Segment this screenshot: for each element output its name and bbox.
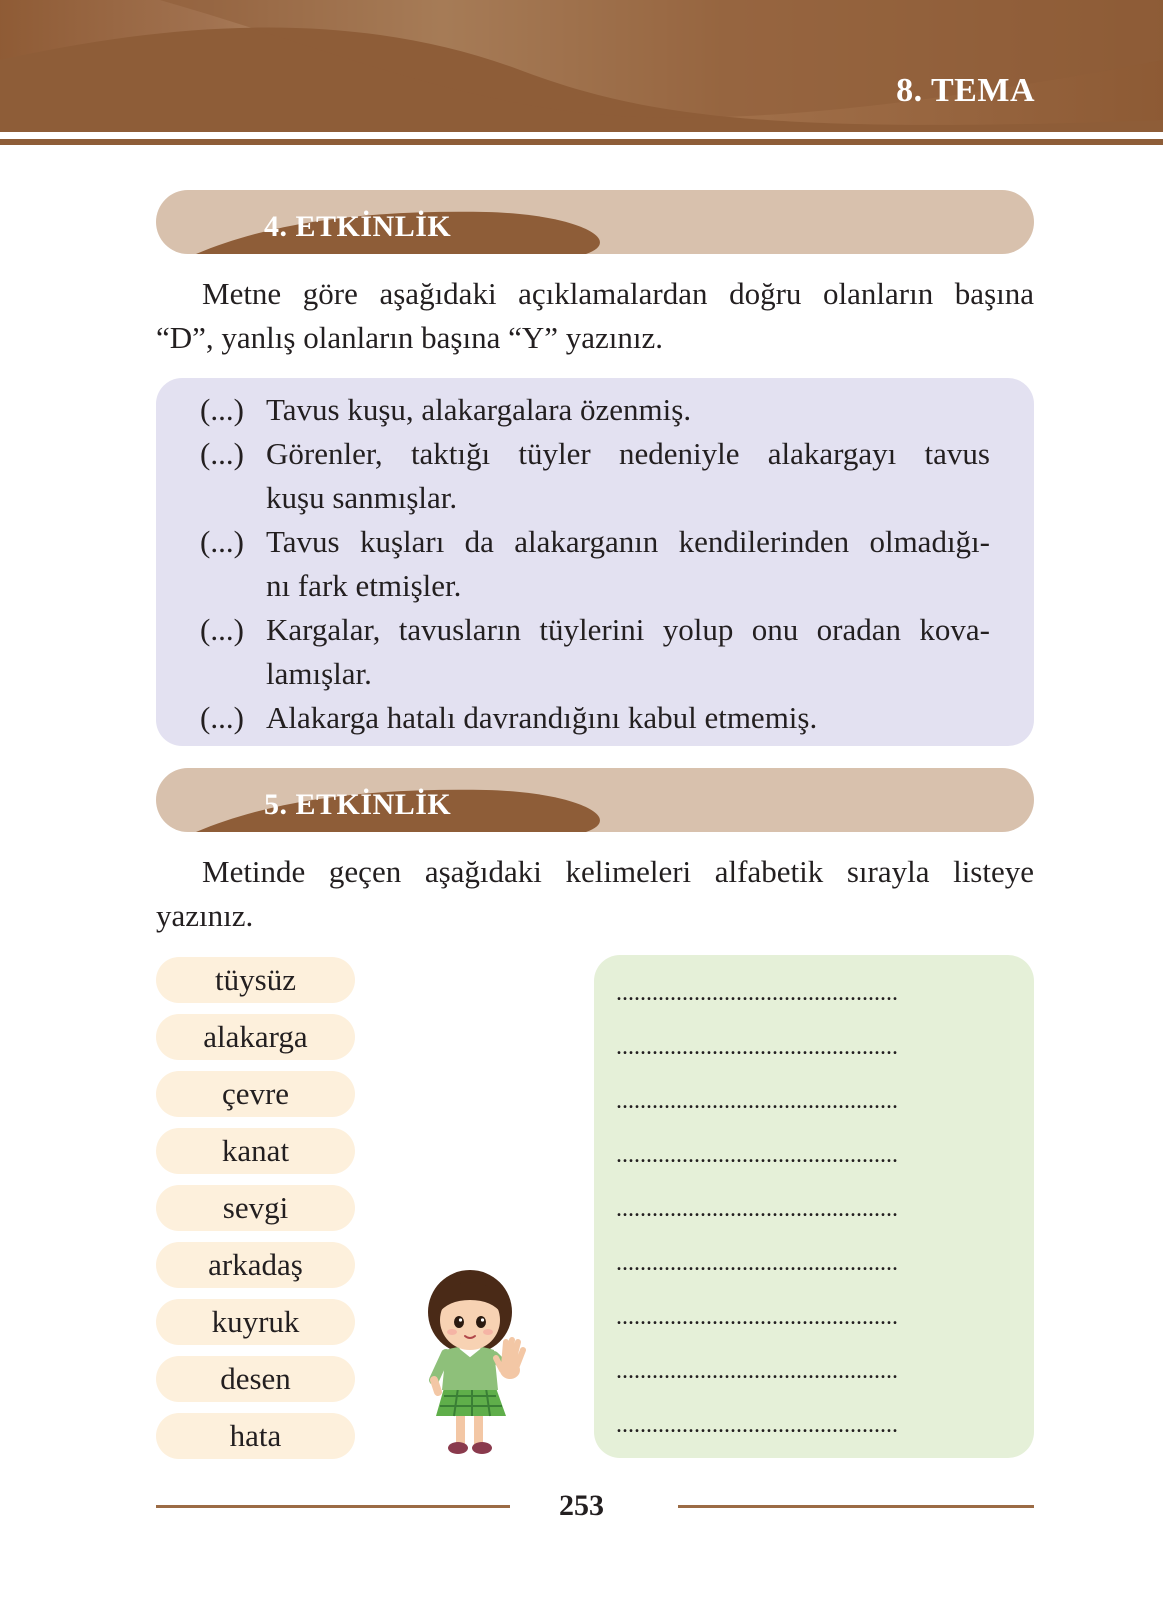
- word-pill: tüysüz: [156, 957, 355, 1003]
- girl-illustration: [422, 1270, 532, 1460]
- instruction-line: yazınız.: [156, 898, 254, 933]
- statement-text: Alakarga hatalı davrandığını kabul etmemiş.: [266, 700, 818, 735]
- word-pill: hata: [156, 1413, 355, 1459]
- word-pill: kuyruk: [156, 1299, 355, 1345]
- answer-blank[interactable]: (...): [200, 700, 244, 735]
- answer-line[interactable]: ...............................................: [616, 1253, 898, 1273]
- answer-line[interactable]: ...............................................: [616, 1145, 898, 1165]
- word-pill: arkadaş: [156, 1242, 355, 1288]
- word-pill: alakarga: [156, 1014, 355, 1060]
- theme-label: 8. TEMA: [896, 72, 1035, 109]
- answer-blank[interactable]: (...): [200, 392, 244, 427]
- answer-blank[interactable]: (...): [200, 524, 244, 559]
- answer-line[interactable]: ...............................................: [616, 1037, 898, 1057]
- instruction-line: Metne göre aşağıdaki açıklamalardan doğru olanların başına: [202, 276, 1034, 311]
- answer-blank[interactable]: (...): [200, 612, 244, 647]
- word-pill: desen: [156, 1356, 355, 1402]
- activity-5-banner: [156, 768, 1034, 832]
- statement-text: Kargalar, tavusların tüylerini yolup onu oradan kova-: [266, 612, 990, 647]
- statement-text: lamışlar.: [266, 656, 372, 691]
- word-pill: kanat: [156, 1128, 355, 1174]
- answer-line[interactable]: ...............................................: [616, 1415, 898, 1435]
- word-pill: çevre: [156, 1071, 355, 1117]
- statements-box: [156, 378, 1034, 746]
- statement-text: kuşu sanmışlar.: [266, 480, 458, 515]
- page-header: [0, 0, 1163, 150]
- answer-line[interactable]: ...............................................: [616, 1199, 898, 1219]
- statement-text: Tavus kuşları da alakarganın kendilerinden olmadığı-: [266, 524, 990, 559]
- activity-4-instruction: [156, 272, 1034, 360]
- instruction-line: “D”, yanlış olanların başına “Y” yazınız.: [156, 320, 663, 355]
- activity-5-instruction: [156, 850, 1034, 938]
- answer-line[interactable]: ...............................................: [616, 1091, 898, 1111]
- statement-text: Görenler, taktığı tüyler nedeniyle alakargayı tavus: [266, 436, 990, 471]
- instruction-line: Metinde geçen aşağıdaki kelimeleri alfabetik sırayla listeye: [202, 854, 1034, 889]
- statement-text: nı fark etmişler.: [266, 568, 462, 603]
- word-pill: sevgi: [156, 1185, 355, 1231]
- answer-line[interactable]: ...............................................: [616, 1361, 898, 1381]
- answer-list-box: [594, 955, 1034, 1458]
- answer-line[interactable]: ...............................................: [616, 983, 898, 1003]
- page-number: 253: [559, 1489, 604, 1522]
- answer-blank[interactable]: (...): [200, 436, 244, 471]
- statement-text: Tavus kuşu, alakargalara özenmiş.: [266, 392, 692, 427]
- answer-line[interactable]: ...............................................: [616, 1307, 898, 1327]
- activity-4-banner: [156, 190, 1034, 254]
- activity-4-title: 4. ETKİNLİK: [264, 210, 452, 243]
- activity-5-title: 5. ETKİNLİK: [264, 788, 452, 821]
